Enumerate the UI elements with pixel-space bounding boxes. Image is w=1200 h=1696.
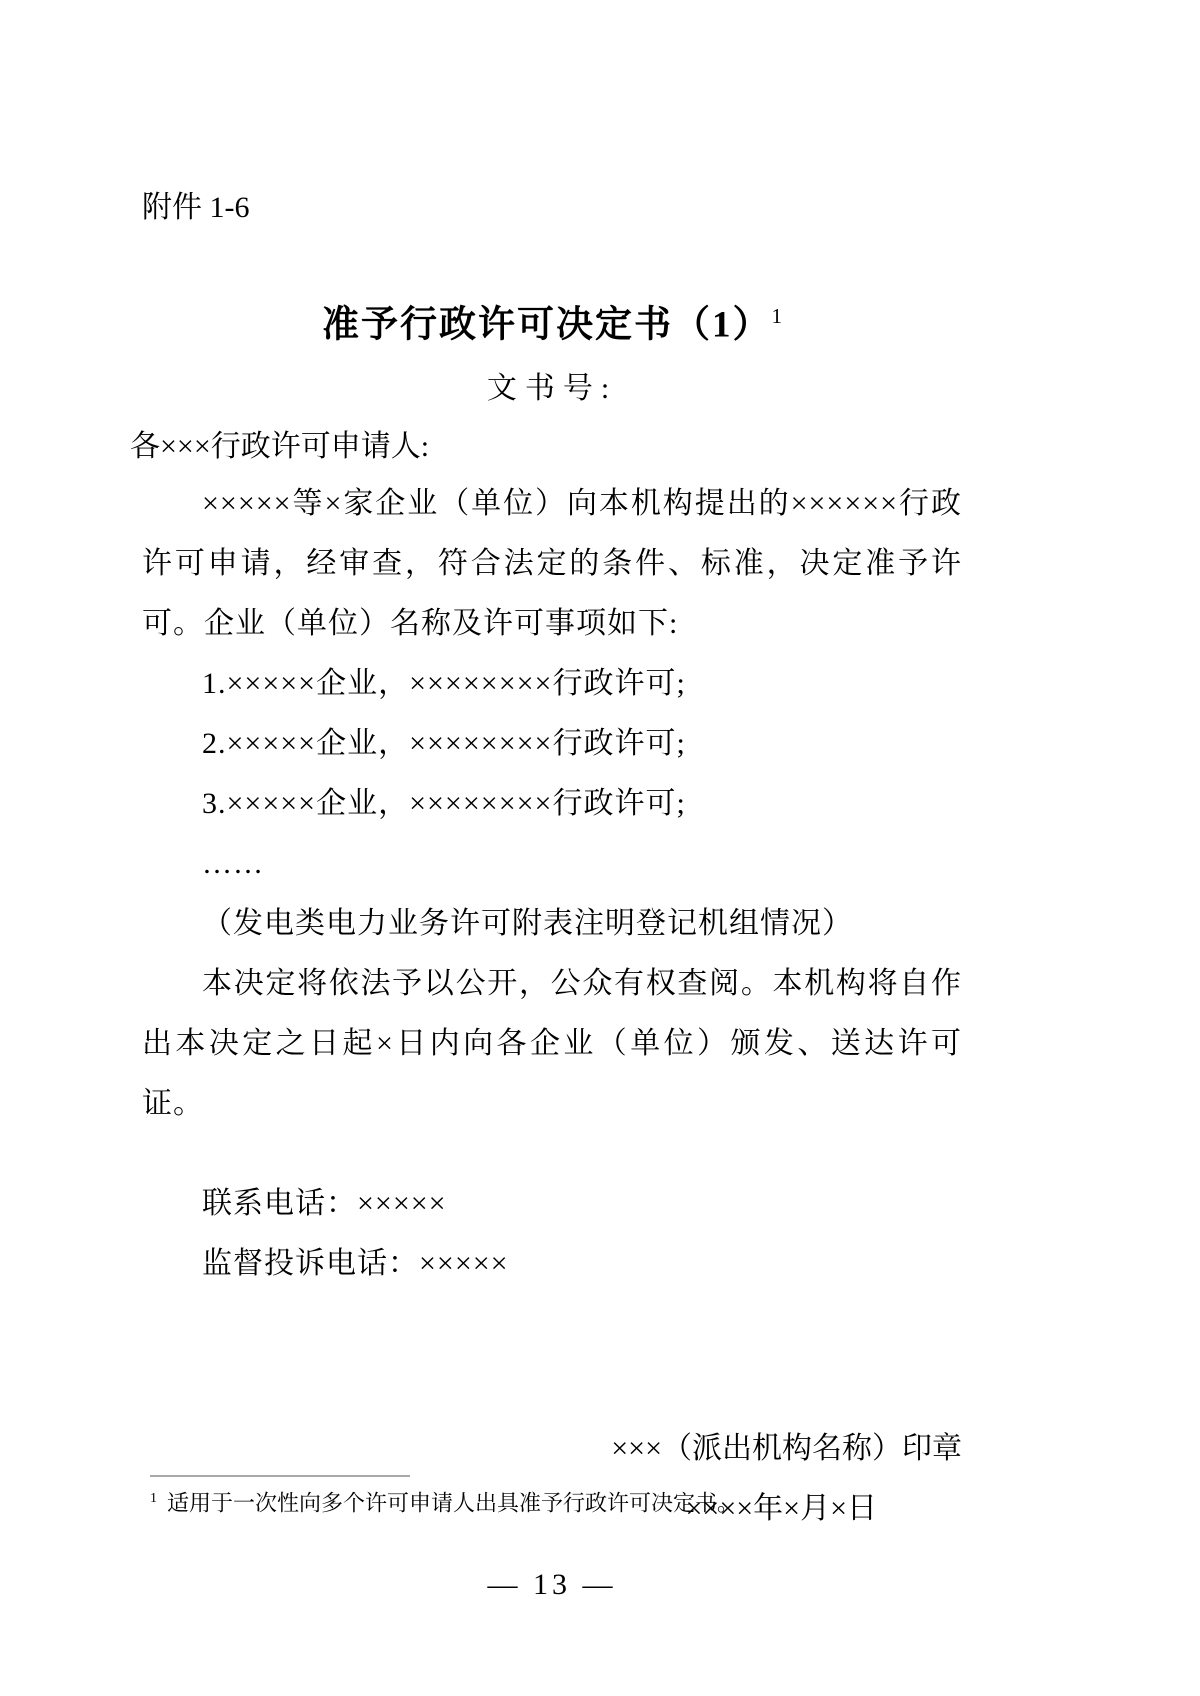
document-title-text: 准予行政许可决定书（1） — [322, 304, 772, 346]
footnote-ref: 1 — [150, 1491, 157, 1506]
page-number: — 13 — — [487, 1568, 617, 1601]
ellipsis-line: …… — [202, 847, 264, 881]
signature-organization: ×××（派出机构名称）印章 — [611, 1432, 962, 1466]
footnote-separator — [150, 1475, 410, 1477]
attachment-label: 附件 1-6 — [142, 191, 250, 224]
title-footnote-ref: 1 — [771, 304, 782, 328]
complaint-phone-line: 监督投诉电话：××××× — [202, 1247, 509, 1281]
document-content — [0, 188, 1200, 1539]
contact-phone-line: 联系电话：××××× — [202, 1187, 447, 1221]
paragraph-intro: ×××××等×家企业（单位）向本机构提出的××××××行政许可申请，经审查，符合法定的条件、标准，决定准予许可。企业（单位）名称及许可事项如下: — [142, 487, 962, 641]
list-item-2: 2.×××××企业，××××××××行政许可; — [202, 727, 686, 761]
signature-block — [142, 1419, 962, 1539]
footnote — [150, 1484, 1050, 1518]
generation-note-line: （发电类电力业务许可附表注明登记机组情况） — [202, 907, 853, 941]
document-number-label: 文书号: — [486, 372, 618, 406]
salutation-line: 各×××行政许可申请人: — [130, 430, 430, 464]
list-item-1: 1.×××××企业，××××××××行政许可; — [202, 667, 686, 701]
document-title — [142, 292, 962, 349]
signature-date: ××××年×月×日 — [685, 1492, 877, 1526]
paragraph-disclosure: 本决定将依法予以公开，公众有权查阅。本机构将自作出本决定之日起×日内向各企业（单位）颁发、送达许可证。 — [142, 967, 962, 1121]
footnote-text: 适用于一次性向多个许可申请人出具准予行政许可决定书。 — [167, 1490, 740, 1516]
list-item-3: 3.×××××企业，××××××××行政许可; — [202, 787, 686, 821]
contact-block — [142, 1174, 962, 1294]
